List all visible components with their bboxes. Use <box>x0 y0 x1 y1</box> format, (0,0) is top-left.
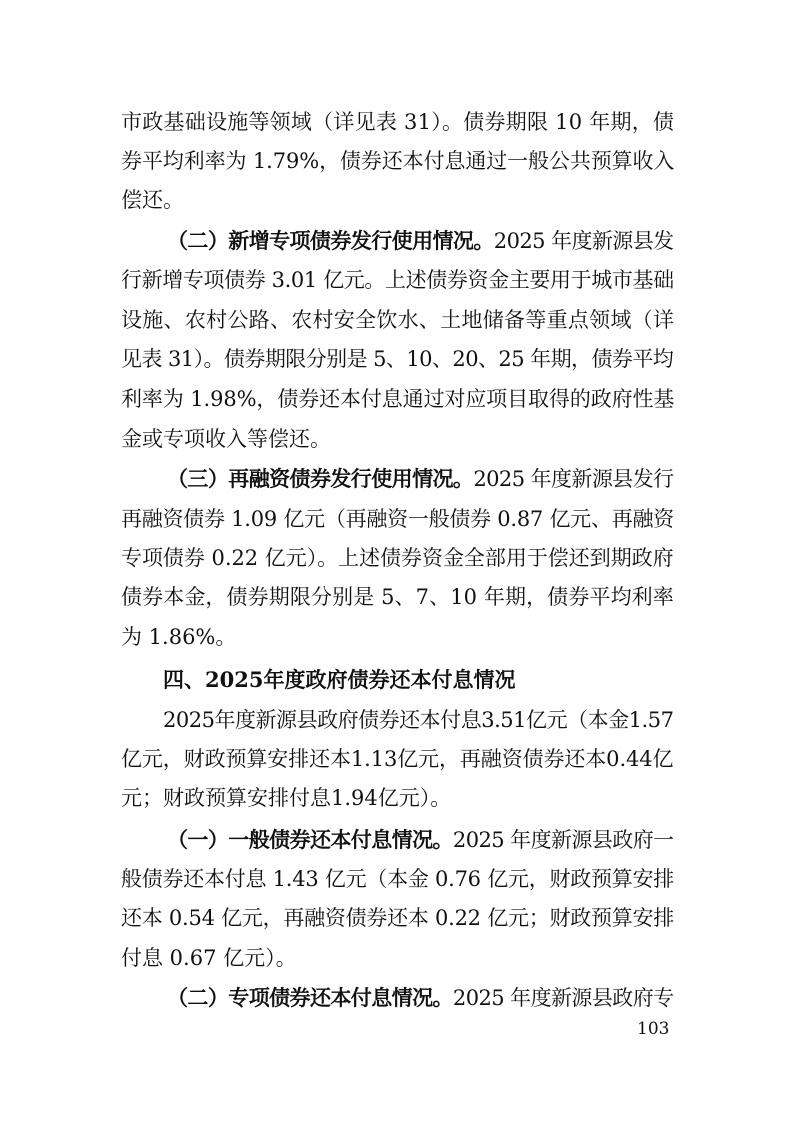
body-text-line: 行新增专项债券 3.01 亿元。上述债券资金主要用于城市基础 <box>121 268 674 292</box>
body-text-line: 般债券还本付息 1.43 亿元（本金 0.76 亿元，财政预算安排 <box>121 867 674 891</box>
body-text-line: 2025年度新源县政府债券还本付息3.51亿元（本金1.57 <box>163 708 674 732</box>
major-heading: 四、2025年度政府债券还本付息情况 <box>163 667 516 692</box>
bold-heading: （二）新增专项债券发行使用情况。 <box>167 228 494 253</box>
body-text-line: 还本 0.54 亿元，再融资债券还本 0.22 亿元；财政预算安排 <box>121 906 674 930</box>
major-heading-line <box>163 667 515 693</box>
bold-heading: （二）专项债券还本付息情况。 <box>167 985 453 1010</box>
section-heading-line: （二）专项债券还本付息情况。2025 年度新源县政府专 <box>167 985 674 1010</box>
body-text-line: 金或专项收入等偿还。 <box>121 427 331 451</box>
section-heading-line: （一）一般债券还本付息情况。2025 年度新源县政府一 <box>167 827 674 852</box>
body-text-line: 为 1.86%。 <box>121 625 237 649</box>
section-heading-line: （三）再融资债券发行使用情况。2025 年度新源县发行 <box>167 466 674 491</box>
body-text-line: 债券本金，债券期限分别是 5、7、10 年期，债券平均利率 <box>121 585 674 609</box>
body-text-line: 再融资债券 1.09 亿元（再融资一般债券 0.87 亿元、再融资 <box>121 507 674 531</box>
body-text-line: 券平均利率为 1.79%，债券还本付息通过一般公共预算收入 <box>121 149 675 173</box>
body-text-line: 市政基础设施等领域（详见表 31）。债券期限 10 年期，债 <box>121 110 675 134</box>
page-number: 103 <box>637 1019 670 1039</box>
body-text-line: 亿元，财政预算安排还本1.13亿元，再融资债券还本0.44亿 <box>121 747 674 771</box>
body-text-line: 偿还。 <box>121 188 184 212</box>
body-text-line: 专项债券 0.22 亿元）。上述债券资金全部用于偿还到期政府 <box>121 546 674 570</box>
body-text-line: 利率为 1.98%，债券还本付息通过对应项目取得的政府性基 <box>121 387 675 411</box>
body-text-line: 设施、农村公路、农村安全饮水、土地储备等重点领域（详 <box>121 308 675 332</box>
body-text-line: 元；财政预算安排付息1.94亿元）。 <box>121 786 452 810</box>
section-heading-line: （二）新增专项债券发行使用情况。2025 年度新源县发 <box>167 228 674 253</box>
bold-heading: （三）再融资债券发行使用情况。 <box>167 466 474 491</box>
body-text-line: 见表 31）。债券期限分别是 5、10、20、25 年期，债券平均 <box>121 347 674 371</box>
body-text-line: 付息 0.67 亿元）。 <box>121 946 297 970</box>
bold-heading: （一）一般债券还本付息情况。 <box>167 827 453 852</box>
